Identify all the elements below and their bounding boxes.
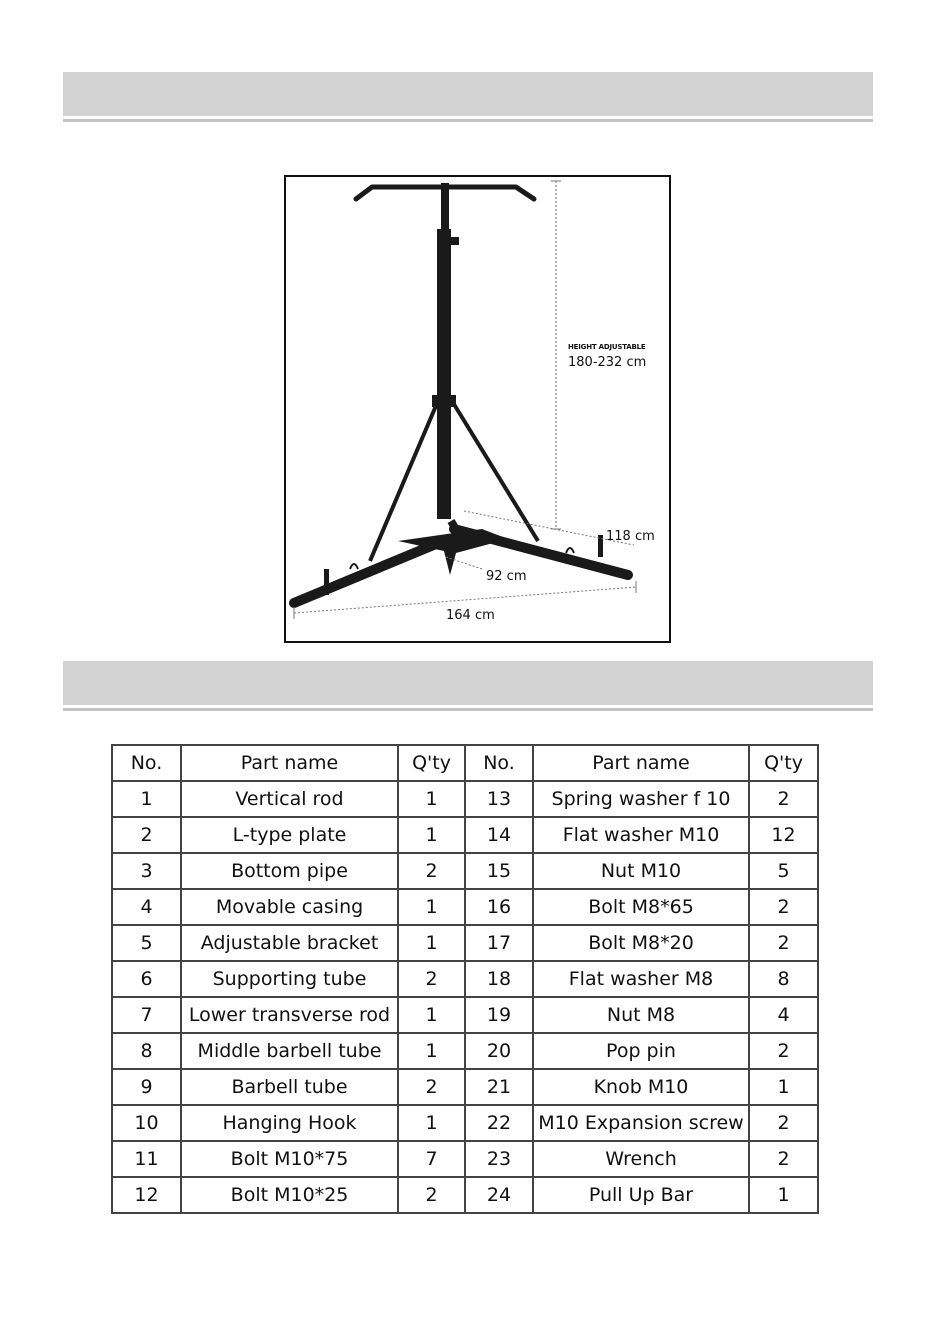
- table-row: [112, 961, 818, 997]
- cell-no: 2: [112, 817, 181, 853]
- height-range-label: 180-232 cm: [568, 355, 647, 370]
- cell-part-name: Nut M10: [533, 853, 749, 889]
- table-header-row: [112, 745, 818, 781]
- cell-qty: 2: [398, 1069, 465, 1105]
- cell-qty: 2: [749, 1105, 818, 1141]
- header-qty: Q'ty: [398, 745, 465, 781]
- cell-no: 20: [465, 1033, 533, 1069]
- table-row: [112, 817, 818, 853]
- header-no: No.: [465, 745, 533, 781]
- cell-no: 8: [112, 1033, 181, 1069]
- table-row: [112, 997, 818, 1033]
- cell-qty: 1: [398, 1105, 465, 1141]
- cell-no: 15: [465, 853, 533, 889]
- cell-no: 3: [112, 853, 181, 889]
- cell-no: 23: [465, 1141, 533, 1177]
- cell-no: 21: [465, 1069, 533, 1105]
- mid-width-label: 92 cm: [486, 569, 527, 584]
- cell-qty: 2: [398, 1177, 465, 1213]
- cell-part-name: Knob M10: [533, 1069, 749, 1105]
- table-row: [112, 853, 818, 889]
- table-row: [112, 1033, 818, 1069]
- cell-part-name: Middle barbell tube: [181, 1033, 398, 1069]
- cell-qty: 2: [398, 961, 465, 997]
- cell-part-name: Bolt M8*20: [533, 925, 749, 961]
- vertical-rod-top: [441, 183, 449, 229]
- bottom-pipe-left: [294, 539, 448, 603]
- cell-no: 12: [112, 1177, 181, 1213]
- cell-qty: 2: [749, 1141, 818, 1177]
- barbell-post-left: [324, 569, 329, 595]
- cell-no: 9: [112, 1069, 181, 1105]
- table-row: [112, 889, 818, 925]
- depth-label: 118 cm: [606, 529, 655, 544]
- cell-part-name: Flat washer M8: [533, 961, 749, 997]
- cell-part-name: Vertical rod: [181, 781, 398, 817]
- cell-qty: 2: [749, 1033, 818, 1069]
- cell-part-name: Hanging Hook: [181, 1105, 398, 1141]
- cell-qty: 2: [398, 853, 465, 889]
- cell-qty: 2: [749, 889, 818, 925]
- total-width-label: 164 cm: [446, 608, 495, 623]
- cell-part-name: Bottom pipe: [181, 853, 398, 889]
- cell-no: 7: [112, 997, 181, 1033]
- cell-qty: 1: [398, 781, 465, 817]
- cell-qty: 1: [749, 1069, 818, 1105]
- cell-no: 11: [112, 1141, 181, 1177]
- table-row: [112, 1177, 818, 1213]
- cell-part-name: Wrench: [533, 1141, 749, 1177]
- parts-list-table: [111, 744, 819, 1214]
- table-row: [112, 781, 818, 817]
- cell-no: 17: [465, 925, 533, 961]
- header-part-name: Part name: [533, 745, 749, 781]
- cell-qty: 8: [749, 961, 818, 997]
- cell-qty: 1: [398, 1033, 465, 1069]
- header-no: No.: [112, 745, 181, 781]
- section-divider: [63, 708, 873, 711]
- cell-qty: 1: [398, 997, 465, 1033]
- hook-right: [566, 548, 574, 553]
- cell-qty: 1: [398, 889, 465, 925]
- cell-no: 6: [112, 961, 181, 997]
- cell-no: 16: [465, 889, 533, 925]
- cell-part-name: Bolt M10*75: [181, 1141, 398, 1177]
- table-row: [112, 925, 818, 961]
- product-figure: [284, 175, 671, 643]
- vertical-rod: [437, 229, 451, 519]
- cell-qty: 2: [749, 925, 818, 961]
- cell-part-name: Nut M8: [533, 997, 749, 1033]
- cell-qty: 7: [398, 1141, 465, 1177]
- cell-qty: 12: [749, 817, 818, 853]
- table-row: [112, 1069, 818, 1105]
- cell-qty: 5: [749, 853, 818, 889]
- cell-no: 14: [465, 817, 533, 853]
- header-part-name: Part name: [181, 745, 398, 781]
- cell-part-name: Bolt M10*25: [181, 1177, 398, 1213]
- cell-part-name: Adjustable bracket: [181, 925, 398, 961]
- table-row: [112, 1105, 818, 1141]
- cell-no: 22: [465, 1105, 533, 1141]
- table-row: [112, 1141, 818, 1177]
- cell-part-name: L-type plate: [181, 817, 398, 853]
- cell-no: 13: [465, 781, 533, 817]
- cell-part-name: M10 Expansion screw: [533, 1105, 749, 1141]
- cell-qty: 4: [749, 997, 818, 1033]
- cell-qty: 2: [749, 781, 818, 817]
- header-qty: Q'ty: [749, 745, 818, 781]
- cell-qty: 1: [749, 1177, 818, 1213]
- section-header-bar: [63, 72, 873, 116]
- height-adjustable-label: HEIGHT ADJUSTABLE: [568, 343, 646, 351]
- cell-part-name: Pop pin: [533, 1033, 749, 1069]
- hook-left: [350, 564, 358, 569]
- cell-no: 18: [465, 961, 533, 997]
- supporting-tube-right: [452, 401, 538, 541]
- section-divider: [63, 119, 873, 122]
- cell-qty: 1: [398, 817, 465, 853]
- boxing-stand-illustration: [286, 177, 669, 641]
- cell-no: 24: [465, 1177, 533, 1213]
- cell-part-name: Movable casing: [181, 889, 398, 925]
- cell-no: 19: [465, 997, 533, 1033]
- section-header-bar: [63, 661, 873, 705]
- cell-no: 5: [112, 925, 181, 961]
- cell-part-name: Barbell tube: [181, 1069, 398, 1105]
- cell-part-name: Bolt M8*65: [533, 889, 749, 925]
- cell-qty: 1: [398, 925, 465, 961]
- cell-no: 1: [112, 781, 181, 817]
- cell-part-name: Supporting tube: [181, 961, 398, 997]
- cell-part-name: Pull Up Bar: [533, 1177, 749, 1213]
- cell-no: 10: [112, 1105, 181, 1141]
- cell-part-name: Flat washer M10: [533, 817, 749, 853]
- cell-part-name: Lower transverse rod: [181, 997, 398, 1033]
- cell-no: 4: [112, 889, 181, 925]
- cell-part-name: Spring washer f 10: [533, 781, 749, 817]
